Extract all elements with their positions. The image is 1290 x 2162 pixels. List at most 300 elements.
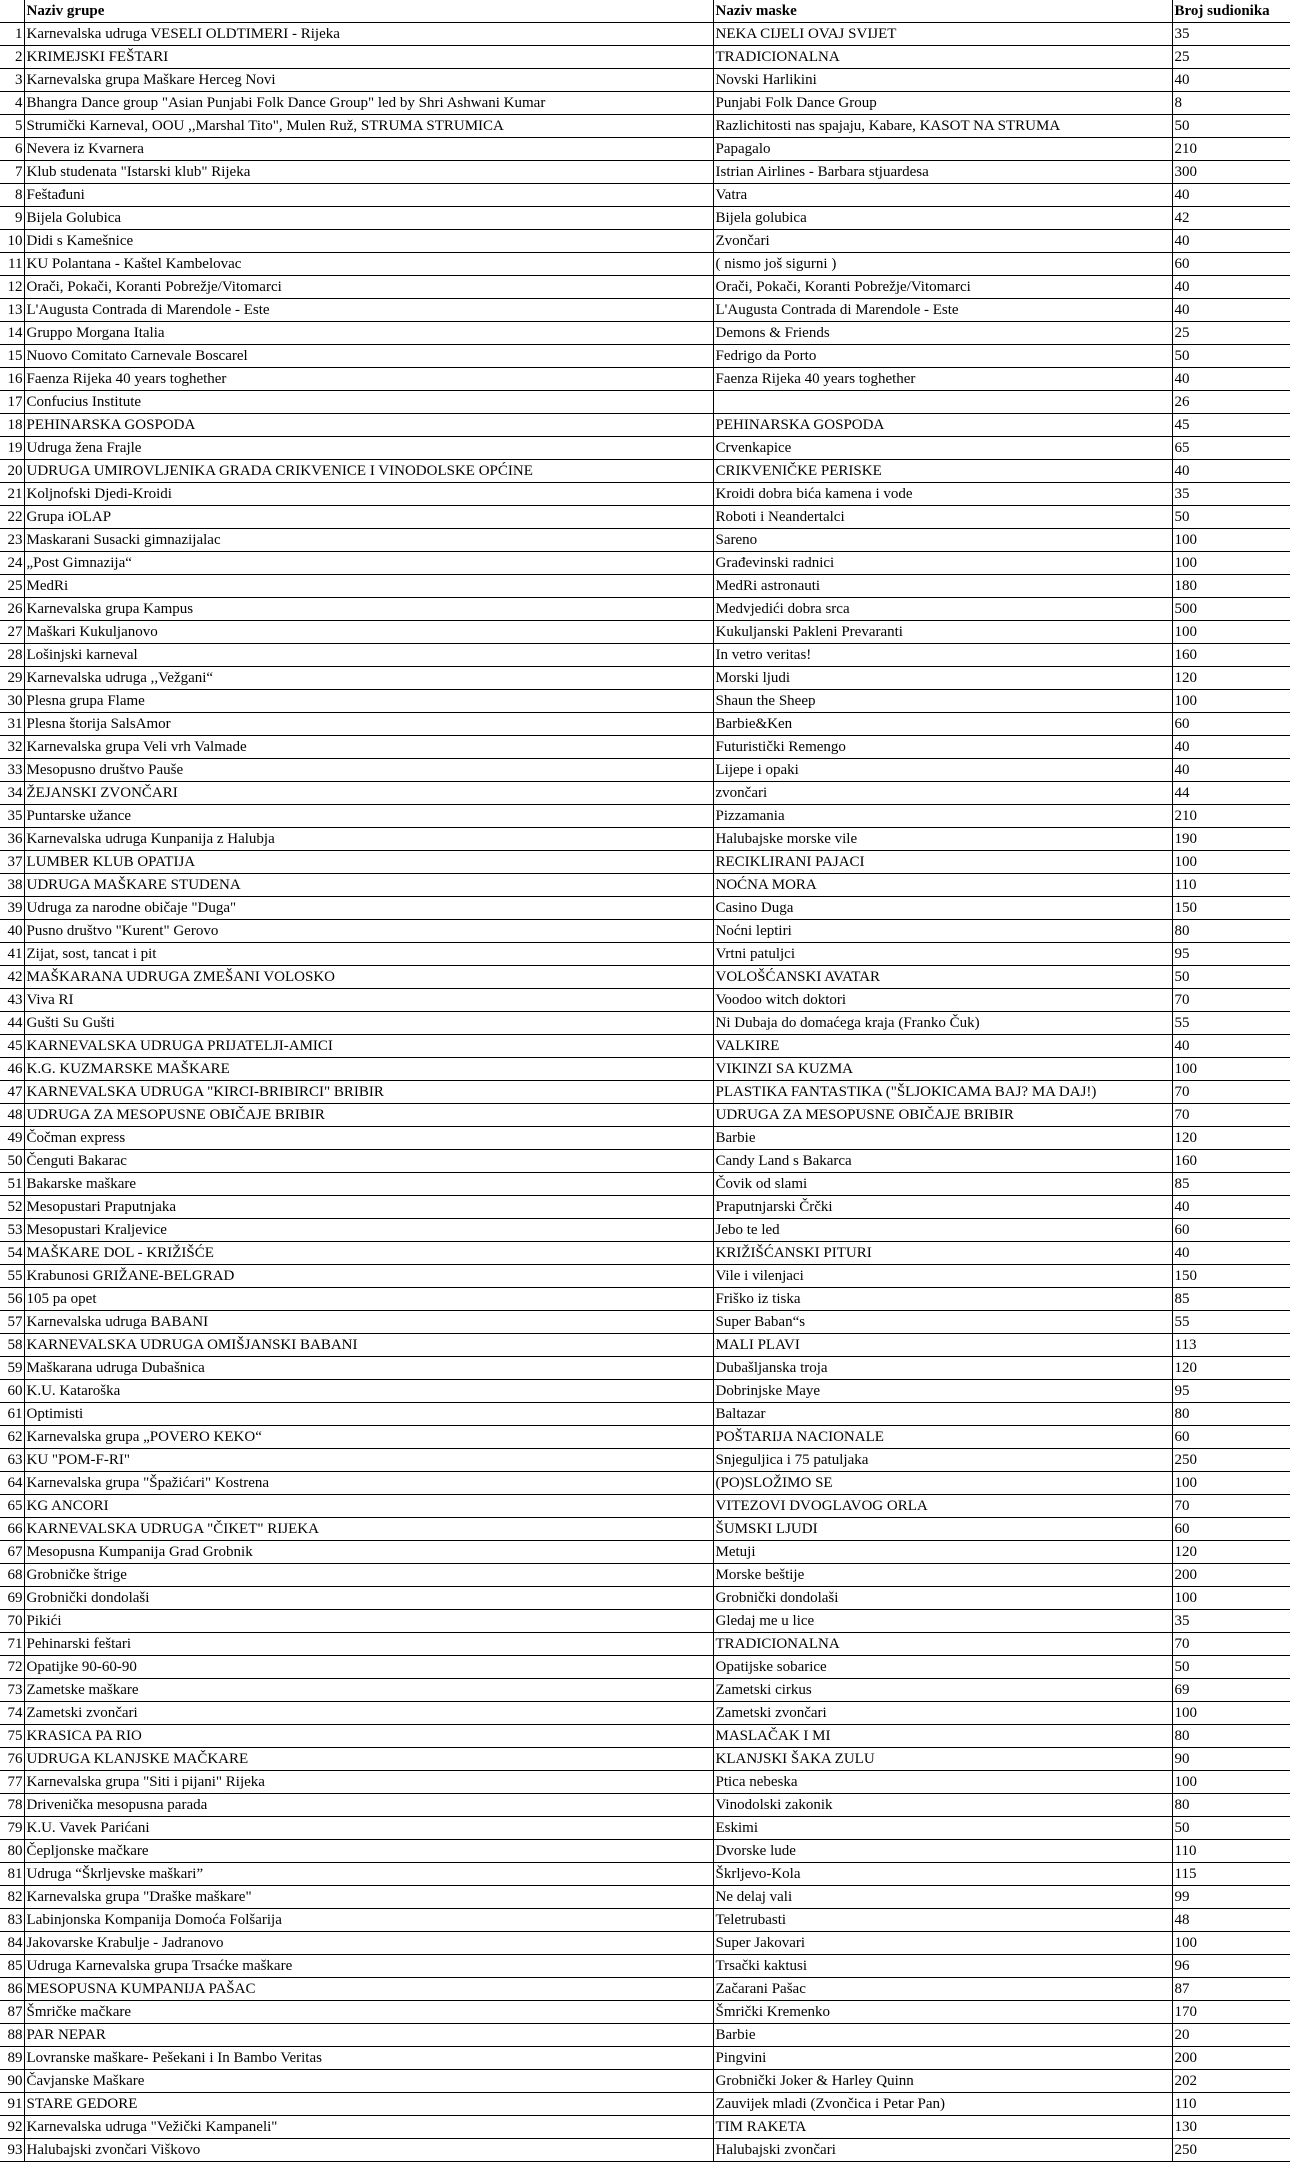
cell-row-number: 53 [0, 1219, 24, 1242]
cell-group-name: Pehinarski feštari [24, 1633, 713, 1656]
cell-participant-count: 95 [1172, 943, 1290, 966]
table-row [0, 92, 1290, 115]
table-row [0, 230, 1290, 253]
cell-group-name: Čavjanske Maškare [24, 2070, 713, 2093]
cell-group-name: Čenguti Bakarac [24, 1150, 713, 1173]
cell-group-name: Bijela Golubica [24, 207, 713, 230]
cell-mask-name: Vile i vilenjaci [713, 1265, 1172, 1288]
table-row [0, 1380, 1290, 1403]
cell-participant-count: 70 [1172, 989, 1290, 1012]
cell-participant-count: 60 [1172, 713, 1290, 736]
cell-row-number: 33 [0, 759, 24, 782]
cell-participant-count: 96 [1172, 1955, 1290, 1978]
cell-mask-name: Pizzamania [713, 805, 1172, 828]
cell-mask-name: Čovik od slami [713, 1173, 1172, 1196]
cell-group-name: Krabunosi GRIŽANE-BELGRAD [24, 1265, 713, 1288]
cell-participant-count: 40 [1172, 230, 1290, 253]
cell-participant-count: 100 [1172, 529, 1290, 552]
cell-row-number: 32 [0, 736, 24, 759]
header-group-name: Naziv grupe [24, 0, 713, 23]
cell-row-number: 57 [0, 1311, 24, 1334]
header-row-number [0, 0, 24, 23]
cell-group-name: L'Augusta Contrada di Marendole - Este [24, 299, 713, 322]
cell-group-name: Karnevalska grupa „POVERO KEKO“ [24, 1426, 713, 1449]
cell-mask-name: POŠTARIJA NACIONALE [713, 1426, 1172, 1449]
table-row [0, 1334, 1290, 1357]
cell-participant-count: 110 [1172, 1840, 1290, 1863]
cell-group-name: Nuovo Comitato Carnevale Boscarel [24, 345, 713, 368]
cell-row-number: 7 [0, 161, 24, 184]
table-row [0, 2139, 1290, 2162]
cell-mask-name: Barbie&Ken [713, 713, 1172, 736]
cell-participant-count: 65 [1172, 437, 1290, 460]
cell-row-number: 21 [0, 483, 24, 506]
cell-row-number: 13 [0, 299, 24, 322]
cell-participant-count: 40 [1172, 184, 1290, 207]
cell-row-number: 43 [0, 989, 24, 1012]
cell-group-name: Lošinjski karneval [24, 644, 713, 667]
cell-group-name: Gušti Su Gušti [24, 1012, 713, 1035]
cell-mask-name: VITEZOVI DVOGLAVOG ORLA [713, 1495, 1172, 1518]
cell-mask-name: In vetro veritas! [713, 644, 1172, 667]
cell-group-name: Confucius Institute [24, 391, 713, 414]
cell-mask-name: NEKA CIJELI OVAJ SVIJET [713, 23, 1172, 46]
cell-row-number: 76 [0, 1748, 24, 1771]
cell-mask-name: Futuristički Remengo [713, 736, 1172, 759]
cell-participant-count: 80 [1172, 1725, 1290, 1748]
cell-row-number: 81 [0, 1863, 24, 1886]
cell-mask-name: Super Jakovari [713, 1932, 1172, 1955]
cell-row-number: 39 [0, 897, 24, 920]
table-row [0, 1886, 1290, 1909]
cell-participant-count: 26 [1172, 391, 1290, 414]
cell-group-name: „Post Gimnazija“ [24, 552, 713, 575]
cell-participant-count: 210 [1172, 805, 1290, 828]
cell-mask-name: PLASTIKA FANTASTIKA ("ŠLJOKICAMA BAJ? MA DAJ!) [713, 1081, 1172, 1104]
cell-mask-name: Razlichitosti nas spajaju, Kabare, KASOT NA STRUMA [713, 115, 1172, 138]
cell-mask-name: Novski Harlikini [713, 69, 1172, 92]
table-row [0, 598, 1290, 621]
cell-row-number: 49 [0, 1127, 24, 1150]
cell-row-number: 80 [0, 1840, 24, 1863]
cell-row-number: 79 [0, 1817, 24, 1840]
cell-participant-count: 55 [1172, 1012, 1290, 1035]
table-row [0, 736, 1290, 759]
cell-row-number: 50 [0, 1150, 24, 1173]
cell-group-name: Karnevalska grupa Veli vrh Valmade [24, 736, 713, 759]
cell-row-number: 20 [0, 460, 24, 483]
cell-group-name: Drivenička mesopusna parada [24, 1794, 713, 1817]
cell-row-number: 28 [0, 644, 24, 667]
cell-row-number: 65 [0, 1495, 24, 1518]
cell-participant-count: 87 [1172, 1978, 1290, 2001]
cell-row-number: 22 [0, 506, 24, 529]
table-row [0, 2093, 1290, 2116]
table-row [0, 690, 1290, 713]
cell-mask-name: Barbie [713, 2024, 1172, 2047]
cell-group-name: Karnevalska udruga BABANI [24, 1311, 713, 1334]
cell-group-name: Grobnički dondolaši [24, 1587, 713, 1610]
cell-mask-name: Kukuljanski Pakleni Prevaranti [713, 621, 1172, 644]
cell-mask-name: Ne delaj vali [713, 1886, 1172, 1909]
cell-participant-count: 100 [1172, 1702, 1290, 1725]
cell-row-number: 68 [0, 1564, 24, 1587]
cell-row-number: 25 [0, 575, 24, 598]
cell-participant-count: 60 [1172, 1426, 1290, 1449]
cell-participant-count: 170 [1172, 2001, 1290, 2024]
cell-group-name: Klub studenata "Istarski klub" Rijeka [24, 161, 713, 184]
cell-participant-count: 300 [1172, 161, 1290, 184]
cell-participant-count: 85 [1172, 1173, 1290, 1196]
cell-row-number: 59 [0, 1357, 24, 1380]
cell-participant-count: 40 [1172, 1035, 1290, 1058]
cell-group-name: Faenza Rijeka 40 years toghether [24, 368, 713, 391]
cell-row-number: 61 [0, 1403, 24, 1426]
cell-row-number: 15 [0, 345, 24, 368]
cell-row-number: 64 [0, 1472, 24, 1495]
cell-mask-name: Noćni leptiri [713, 920, 1172, 943]
cell-row-number: 27 [0, 621, 24, 644]
cell-group-name: Strumički Karneval, OOU ,,Marshal Tito", Mulen Ruž, STRUMA STRUMICA [24, 115, 713, 138]
table-row [0, 1518, 1290, 1541]
cell-mask-name: Punjabi Folk Dance Group [713, 92, 1172, 115]
cell-row-number: 92 [0, 2116, 24, 2139]
cell-participant-count: 35 [1172, 1610, 1290, 1633]
cell-participant-count: 80 [1172, 920, 1290, 943]
cell-mask-name: TRADICIONALNA [713, 46, 1172, 69]
table-row [0, 1541, 1290, 1564]
cell-mask-name: Voodoo witch doktori [713, 989, 1172, 1012]
table-row [0, 2001, 1290, 2024]
cell-row-number: 6 [0, 138, 24, 161]
table-row [0, 1955, 1290, 1978]
cell-mask-name: Vrtni patuljci [713, 943, 1172, 966]
table-row [0, 2116, 1290, 2139]
cell-group-name: Bhangra Dance group "Asian Punjabi Folk Dance Group" led by Shri Ashwani Kumar [24, 92, 713, 115]
cell-participant-count: 250 [1172, 2139, 1290, 2162]
cell-participant-count: 100 [1172, 851, 1290, 874]
cell-group-name: Udruga za narodne običaje "Duga" [24, 897, 713, 920]
cell-mask-name: TRADICIONALNA [713, 1633, 1172, 1656]
table-row [0, 184, 1290, 207]
cell-participant-count: 200 [1172, 1564, 1290, 1587]
cell-mask-name: Grobnički Joker & Harley Quinn [713, 2070, 1172, 2093]
cell-participant-count: 99 [1172, 1886, 1290, 1909]
cell-group-name: KRIMEJSKI FEŠTARI [24, 46, 713, 69]
cell-group-name: KG ANCORI [24, 1495, 713, 1518]
cell-mask-name: Dobrinjske Maye [713, 1380, 1172, 1403]
cell-mask-name: Baltazar [713, 1403, 1172, 1426]
cell-row-number: 37 [0, 851, 24, 874]
cell-group-name: KARNEVALSKA UDRUGA "KIRCI-BRIBIRCI" BRIBIR [24, 1081, 713, 1104]
cell-participant-count: 40 [1172, 276, 1290, 299]
cell-participant-count: 70 [1172, 1495, 1290, 1518]
cell-mask-name: Halubajske morske vile [713, 828, 1172, 851]
table-row [0, 1150, 1290, 1173]
cell-row-number: 9 [0, 207, 24, 230]
cell-group-name: KU Polantana - Kaštel Kambelovac [24, 253, 713, 276]
cell-group-name: LUMBER KLUB OPATIJA [24, 851, 713, 874]
cell-mask-name: Metuji [713, 1541, 1172, 1564]
cell-mask-name: Vinodolski zakonik [713, 1794, 1172, 1817]
cell-group-name: Orači, Pokači, Koranti Pobrežje/Vitomarci [24, 276, 713, 299]
cell-mask-name: TIM RAKETA [713, 2116, 1172, 2139]
table-row [0, 115, 1290, 138]
cell-mask-name: ( nismo još sigurni ) [713, 253, 1172, 276]
cell-group-name: Feštađuni [24, 184, 713, 207]
table-row [0, 207, 1290, 230]
cell-group-name: Karnevalska grupa Kampus [24, 598, 713, 621]
cell-mask-name: Orači, Pokači, Koranti Pobrežje/Vitomarci [713, 276, 1172, 299]
cell-group-name: K.U. Kataroška [24, 1380, 713, 1403]
cell-group-name: Karnevalska udruga Kunpanija z Halubja [24, 828, 713, 851]
table-row [0, 1771, 1290, 1794]
table-row [0, 1679, 1290, 1702]
cell-participant-count: 40 [1172, 736, 1290, 759]
cell-participant-count: 60 [1172, 1518, 1290, 1541]
cell-participant-count: 25 [1172, 322, 1290, 345]
cell-mask-name: Crvenkapice [713, 437, 1172, 460]
cell-participant-count: 50 [1172, 1656, 1290, 1679]
cell-mask-name: Roboti i Neandertalci [713, 506, 1172, 529]
cell-participant-count: 50 [1172, 966, 1290, 989]
cell-row-number: 75 [0, 1725, 24, 1748]
cell-participant-count: 100 [1172, 1771, 1290, 1794]
cell-row-number: 35 [0, 805, 24, 828]
cell-group-name: Karnevalska grupa "Draške maškare" [24, 1886, 713, 1909]
cell-mask-name: L'Augusta Contrada di Marendole - Este [713, 299, 1172, 322]
cell-participant-count: 100 [1172, 552, 1290, 575]
cell-mask-name: Jebo te led [713, 1219, 1172, 1242]
cell-group-name: K.U. Vavek Parićani [24, 1817, 713, 1840]
cell-group-name: Plesna grupa Flame [24, 690, 713, 713]
table-row [0, 897, 1290, 920]
cell-row-number: 77 [0, 1771, 24, 1794]
cell-participant-count: 202 [1172, 2070, 1290, 2093]
cell-row-number: 85 [0, 1955, 24, 1978]
table-row [0, 828, 1290, 851]
cell-mask-name: Praputnjarski Črčki [713, 1196, 1172, 1219]
table-row [0, 1265, 1290, 1288]
table-row [0, 1794, 1290, 1817]
cell-participant-count: 35 [1172, 23, 1290, 46]
cell-participant-count: 250 [1172, 1449, 1290, 1472]
table-row [0, 1035, 1290, 1058]
table-header [0, 0, 1290, 23]
cell-row-number: 42 [0, 966, 24, 989]
cell-row-number: 41 [0, 943, 24, 966]
table-row [0, 23, 1290, 46]
cell-group-name: Koljnofski Djedi-Kroidi [24, 483, 713, 506]
cell-row-number: 36 [0, 828, 24, 851]
cell-participant-count: 48 [1172, 1909, 1290, 1932]
cell-mask-name: Lijepe i opaki [713, 759, 1172, 782]
table-body [0, 23, 1290, 2162]
cell-row-number: 8 [0, 184, 24, 207]
cell-participant-count: 160 [1172, 644, 1290, 667]
cell-group-name: UDRUGA KLANJSKE MAČKARE [24, 1748, 713, 1771]
cell-group-name: Grupa iOLAP [24, 506, 713, 529]
cell-row-number: 26 [0, 598, 24, 621]
table-row [0, 1932, 1290, 1955]
cell-group-name: Karnevalska grupa Maškare Herceg Novi [24, 69, 713, 92]
cell-participant-count: 85 [1172, 1288, 1290, 1311]
table-row [0, 1495, 1290, 1518]
table-row [0, 2047, 1290, 2070]
cell-participant-count: 210 [1172, 138, 1290, 161]
table-row [0, 1449, 1290, 1472]
cell-participant-count: 50 [1172, 1817, 1290, 1840]
cell-group-name: Zametske maškare [24, 1679, 713, 1702]
table-row [0, 368, 1290, 391]
cell-participant-count: 55 [1172, 1311, 1290, 1334]
cell-row-number: 62 [0, 1426, 24, 1449]
cell-row-number: 88 [0, 2024, 24, 2047]
header-mask-name: Naziv maske [713, 0, 1172, 23]
table-row [0, 1058, 1290, 1081]
cell-mask-name: Demons & Friends [713, 322, 1172, 345]
cell-mask-name: Faenza Rijeka 40 years toghether [713, 368, 1172, 391]
cell-mask-name: Sareno [713, 529, 1172, 552]
cell-group-name: Halubajski zvončari Viškovo [24, 2139, 713, 2162]
cell-group-name: Mesopusno društvo Pauše [24, 759, 713, 782]
cell-participant-count: 44 [1172, 782, 1290, 805]
cell-mask-name: Eskimi [713, 1817, 1172, 1840]
cell-participant-count: 110 [1172, 874, 1290, 897]
cell-group-name: Karnevalska grupa "Špažićari" Kostrena [24, 1472, 713, 1495]
cell-row-number: 16 [0, 368, 24, 391]
cell-participant-count: 69 [1172, 1679, 1290, 1702]
cell-group-name: Optimisti [24, 1403, 713, 1426]
cell-row-number: 84 [0, 1932, 24, 1955]
cell-participant-count: 115 [1172, 1863, 1290, 1886]
cell-group-name: KRASICA PA RIO [24, 1725, 713, 1748]
cell-participant-count: 110 [1172, 2093, 1290, 2116]
header-row [0, 0, 1290, 23]
cell-participant-count: 40 [1172, 299, 1290, 322]
table-row [0, 1863, 1290, 1886]
cell-row-number: 56 [0, 1288, 24, 1311]
cell-participant-count: 70 [1172, 1081, 1290, 1104]
table-row [0, 621, 1290, 644]
cell-row-number: 18 [0, 414, 24, 437]
cell-row-number: 55 [0, 1265, 24, 1288]
cell-row-number: 44 [0, 1012, 24, 1035]
cell-participant-count: 113 [1172, 1334, 1290, 1357]
cell-participant-count: 42 [1172, 207, 1290, 230]
cell-group-name: Pusno društvo "Kurent" Gerovo [24, 920, 713, 943]
cell-mask-name: Istrian Airlines - Barbara stjuardesa [713, 161, 1172, 184]
cell-mask-name: Pingvini [713, 2047, 1172, 2070]
table-row [0, 1633, 1290, 1656]
cell-mask-name: Zametski zvončari [713, 1702, 1172, 1725]
cell-mask-name: (PO)SLOŽIMO SE [713, 1472, 1172, 1495]
cell-row-number: 58 [0, 1334, 24, 1357]
table-row [0, 575, 1290, 598]
table-row [0, 1288, 1290, 1311]
cell-row-number: 67 [0, 1541, 24, 1564]
cell-participant-count: 40 [1172, 1196, 1290, 1219]
cell-mask-name: Šmrički Kremenko [713, 2001, 1172, 2024]
table-row [0, 713, 1290, 736]
cell-row-number: 31 [0, 713, 24, 736]
cell-row-number: 73 [0, 1679, 24, 1702]
cell-participant-count: 180 [1172, 575, 1290, 598]
cell-participant-count: 80 [1172, 1794, 1290, 1817]
cell-row-number: 91 [0, 2093, 24, 2116]
cell-mask-name: Morske beštije [713, 1564, 1172, 1587]
cell-row-number: 12 [0, 276, 24, 299]
cell-participant-count: 100 [1172, 621, 1290, 644]
cell-participant-count: 40 [1172, 69, 1290, 92]
table-row [0, 529, 1290, 552]
table-row [0, 253, 1290, 276]
cell-row-number: 60 [0, 1380, 24, 1403]
cell-participant-count: 150 [1172, 897, 1290, 920]
cell-participant-count: 95 [1172, 1380, 1290, 1403]
cell-row-number: 19 [0, 437, 24, 460]
cell-group-name: Karnevalska udruga "Vežički Kampaneli" [24, 2116, 713, 2139]
cell-participant-count: 100 [1172, 690, 1290, 713]
cell-row-number: 29 [0, 667, 24, 690]
cell-row-number: 93 [0, 2139, 24, 2162]
cell-row-number: 5 [0, 115, 24, 138]
cell-row-number: 30 [0, 690, 24, 713]
table-row [0, 1403, 1290, 1426]
cell-group-name: Labinjonska Kompanija Domoća Folšarija [24, 1909, 713, 1932]
cell-row-number: 10 [0, 230, 24, 253]
cell-row-number: 11 [0, 253, 24, 276]
cell-mask-name: Papagalo [713, 138, 1172, 161]
cell-participant-count: 60 [1172, 1219, 1290, 1242]
cell-group-name: Udruga žena Frajle [24, 437, 713, 460]
cell-group-name: KARNEVALSKA UDRUGA "ČIKET" RIJEKA [24, 1518, 713, 1541]
cell-participant-count: 100 [1172, 1472, 1290, 1495]
cell-mask-name: Dvorske lude [713, 1840, 1172, 1863]
cell-row-number: 63 [0, 1449, 24, 1472]
table-row [0, 460, 1290, 483]
cell-participant-count: 50 [1172, 345, 1290, 368]
cell-row-number: 3 [0, 69, 24, 92]
cell-mask-name: KRIŽIŠĆANSKI PITURI [713, 1242, 1172, 1265]
table-row [0, 1564, 1290, 1587]
table-row [0, 920, 1290, 943]
cell-mask-name: Teletrubasti [713, 1909, 1172, 1932]
table-row [0, 506, 1290, 529]
cell-row-number: 54 [0, 1242, 24, 1265]
cell-group-name: Opatijke 90-60-90 [24, 1656, 713, 1679]
cell-mask-name: ŠUMSKI LJUDI [713, 1518, 1172, 1541]
cell-mask-name: Fedrigo da Porto [713, 345, 1172, 368]
cell-group-name: UDRUGA ZA MESOPUSNE OBIČAJE BRIBIR [24, 1104, 713, 1127]
cell-group-name: PAR NEPAR [24, 2024, 713, 2047]
cell-participant-count: 120 [1172, 667, 1290, 690]
table-row [0, 1748, 1290, 1771]
cell-group-name: Zametski zvončari [24, 1702, 713, 1725]
cell-mask-name: Shaun the Sheep [713, 690, 1172, 713]
table-row [0, 1081, 1290, 1104]
cell-participant-count: 40 [1172, 1242, 1290, 1265]
cell-participant-count: 45 [1172, 414, 1290, 437]
table-row [0, 1909, 1290, 1932]
cell-group-name: MESOPUSNA KUMPANIJA PAŠAC [24, 1978, 713, 2001]
cell-participant-count: 40 [1172, 759, 1290, 782]
cell-mask-name: Škrljevo-Kola [713, 1863, 1172, 1886]
cell-group-name: Karnevalska grupa "Siti i pijani" Rijeka [24, 1771, 713, 1794]
table-row [0, 1840, 1290, 1863]
cell-group-name: Puntarske užance [24, 805, 713, 828]
table-row [0, 1472, 1290, 1495]
